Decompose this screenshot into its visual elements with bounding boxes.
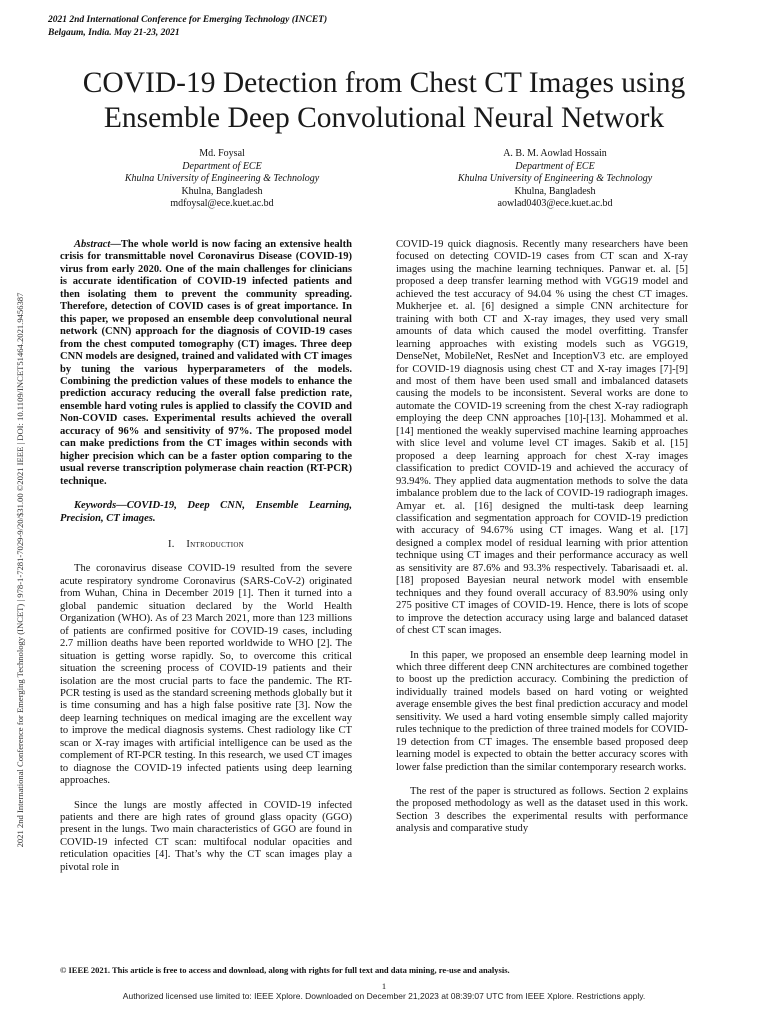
author-university: Khulna University of Engineering & Technology [457, 173, 653, 184]
author-block-1 [72, 148, 372, 211]
author-department: Department of ECE [182, 160, 262, 172]
author-university: Khulna University of Engineering & Technology [124, 173, 320, 184]
paper-title [20, 66, 748, 136]
conference-name: 2021 2nd International Conference for Emerging Technology (INCET) [48, 15, 328, 25]
section-title: Introduction [186, 538, 245, 550]
title-line-1: COVID-19 Detection from Chest CT Images using [82, 67, 686, 99]
intro-paragraph-3: COVID-19 quick diagnosis. Recently many researchers have been focused on detecting COVID-19 cases from CT scan and X-ray images using the machine learning techniques. Panwar et. al. [5] proposed a deep transfer learning method with VGG19 model and achieved the test accuracy of 94.04 % using the chest CT images. Mukherjee et. al. [6] designed a simple CNN architecture for training with both CT and X-ray images, they used very small amounts of data which caused the model overfitting. Transfer learning approaches with existing models such as VGG19, DenseNet, MobileNet, ResNet and InceptionV3 etc. are employed for COVID-19 diagnosis using chest CT and X-ray images [7]-[9] and most of them have been used small and imbalanced datasets causing the models to be inconsistent. Several works are done to automate the COVID-19 screening from the chest X-ray radiograph employing the deep CNN approaches [10]-[13]. Mohammed et al. [14] mentioned the weakly supervised machine learning approaches with slice level and volume level CT images. Sakib et al. [15] proposed a deep learning approach for chest X-ray images classification to predict COVID-19 and achieved the accuracy of 93.94%. They applied data augmentation methods to solve the data imbalance problem due to the lack of COVID-19 radiograph images. Amyar et. al. [16] designed the multi-task deep learning classification and segmentation approach for COVID-19 prediction with accuracy of 94.67% using CT images. Wang et al. [17] designed a complex model of residual learning with prior attention technique using CT images and their performance accuracy as well as sensitivity are 87.6% and 93.3% respectively. Tabarisaadi et. al. [18] proposed Bayesian neural network model with ensemble techniques and they found overall accuracy of 83.90% using only 275 positive CT images of COVID-19. Hence, there is lots of scope to improve the detection accuracy using large and balanced dataset of chest CT scan images. [396, 239, 688, 637]
intro-paragraph-4: In this paper, we proposed an ensemble deep learning model in which three different deep CNN architectures are combined together to boost up the prediction accuracy. Combining the prediction of individually trained models based on hard voting or weighted average ensemble gives the best final prediction accuracy and model sensitivity. We used a hard voting ensemble simply called majority rules technique to the prediction of three trained models for COVID-19 detection from CT images. The ensemble based proposed deep learning model is expected to obtain the better accuracy scores with lower false prediction than the similar contemporary research works. [396, 649, 688, 773]
abstract [60, 239, 352, 488]
author-name: A. B. M. Aowlad Hossain [503, 148, 607, 159]
intro-paragraph-2: Since the lungs are mostly affected in COVID-19 infected patients and there are high rates of ground glass opacity (GGO) present in the lungs. Two main characteristics of GGO are found in COVID-19 infected CT scan: multifocal nodular opacities and reticulation opacities [4]. That’s why the CT scan images play a pivotal role in [60, 799, 352, 873]
left-column [60, 239, 352, 874]
abstract-label: Abstract [74, 239, 111, 250]
doi-sidebar [4, 190, 36, 950]
section-heading-introduction [60, 539, 352, 551]
author-email[interactable]: mdfoysal@ece.kuet.ac.bd [170, 198, 274, 209]
page-number: 1 [381, 981, 387, 991]
right-column [396, 239, 688, 836]
conference-header [48, 14, 327, 40]
intro-paragraph-5: The rest of the paper is structured as follows. Section 2 explains the proposed methodology as well as the dataset used in this work. Section 3 describes the experimental results with performance analysis and comparative study [396, 786, 688, 835]
author-block-2 [405, 148, 705, 211]
license-notice: Authorized licensed use limited to: IEEE Xplore. Downloaded on December 21,2023 at 08:39:07 UTC from IEEE Xplore. Restrictions apply. [122, 991, 646, 1001]
copyright-notice: © IEEE 2021. This article is free to access and download, along with rights for full text and data mining, re-use and analysis. [60, 965, 510, 975]
keywords: Keywords—COVID-19, Deep CNN, Ensemble Learning, Precision, CT images. [60, 500, 352, 524]
doi-sidebar-text: 2021 2nd International Conference for Emerging Technology (INCET) | 978-1-7281-7029-9/20/$31.00 ©2021 IEEE | DOI: 10.1109/INCET51464.2021.9456387 [15, 292, 25, 848]
intro-paragraph-1: The coronavirus disease COVID-19 resulted from the severe acute respiratory syndrome Coronavirus (SARS-CoV-2) originated from Wuhan, China in December 2019 [1]. Then it turned into a global pandemic situation declared by the World Health Organization (WHO). As of 23 March 2021, more than 123 millions of patients are confirmed positive for COVID-19 cases, including 2.7 million deaths have been reported worldwide to WHO [2]. The situation is getting worse rapidly. So, to overcome this critical situation the screening process of COVID-19 patients and their isolation are the most crucial parts to face the pandemic. The RT-PCR testing is used as the standard screening methods globally but it is time consuming and has a high false positive rate [3]. Now the deep learning techniques on medical imaging are the excellent way to improve the medical diagnosis systems. Chest radiology like CT scan or X-ray images with artificial intelligence can be used as the complement of RT-PCR testing. In this research, we used CT images to diagnose the COVID-19 infected patients using deep learning approaches. [60, 563, 352, 787]
conference-location-date: Belgaum, India. May 21-23, 2021 [48, 28, 180, 38]
author-email[interactable]: aowlad0403@ece.kuet.ac.bd [497, 198, 613, 209]
author-location: Khulna, Bangladesh [514, 185, 596, 197]
author-name: Md. Foysal [199, 148, 245, 159]
abstract-text: —The whole world is now facing an extensive health crisis for transmittable novel Coronavirus Disease (COVID-19) virus from early 2020. One of the main challenges for clinicians is accurate identification of COVID-19 infected patients and then isolating them to prevent the community spreading. Therefore, detection of COVID cases is of great importance. In this paper, we proposed an ensemble deep convolutional neural network (CNN) approach for the diagnosis of COVID-19 cases from the chest computed tomography (CT) images. Three deep CNN models are designed, trained and validated with CT images by tuning the various hyperparameters of the models. Combining the prediction values of these models to enhance the prediction accuracy reducing the overall false prediction rate, ensemble hard voting rules is applied to classify the COVID and Non-COVID cases. Experimental results achieved the overall accuracy of 96% and sensitivity of 97%. The proposed model can make predictions from the CT images within seconds with higher precision which can be a faster option comparing to the usual reverse transcription polymerase chain reaction (RT-PCR) technique. [60, 239, 352, 487]
author-department: Department of ECE [515, 160, 595, 172]
section-number: I. [167, 538, 175, 550]
title-line-2: Ensemble Deep Convolutional Neural Network [103, 102, 665, 134]
author-location: Khulna, Bangladesh [181, 185, 263, 197]
